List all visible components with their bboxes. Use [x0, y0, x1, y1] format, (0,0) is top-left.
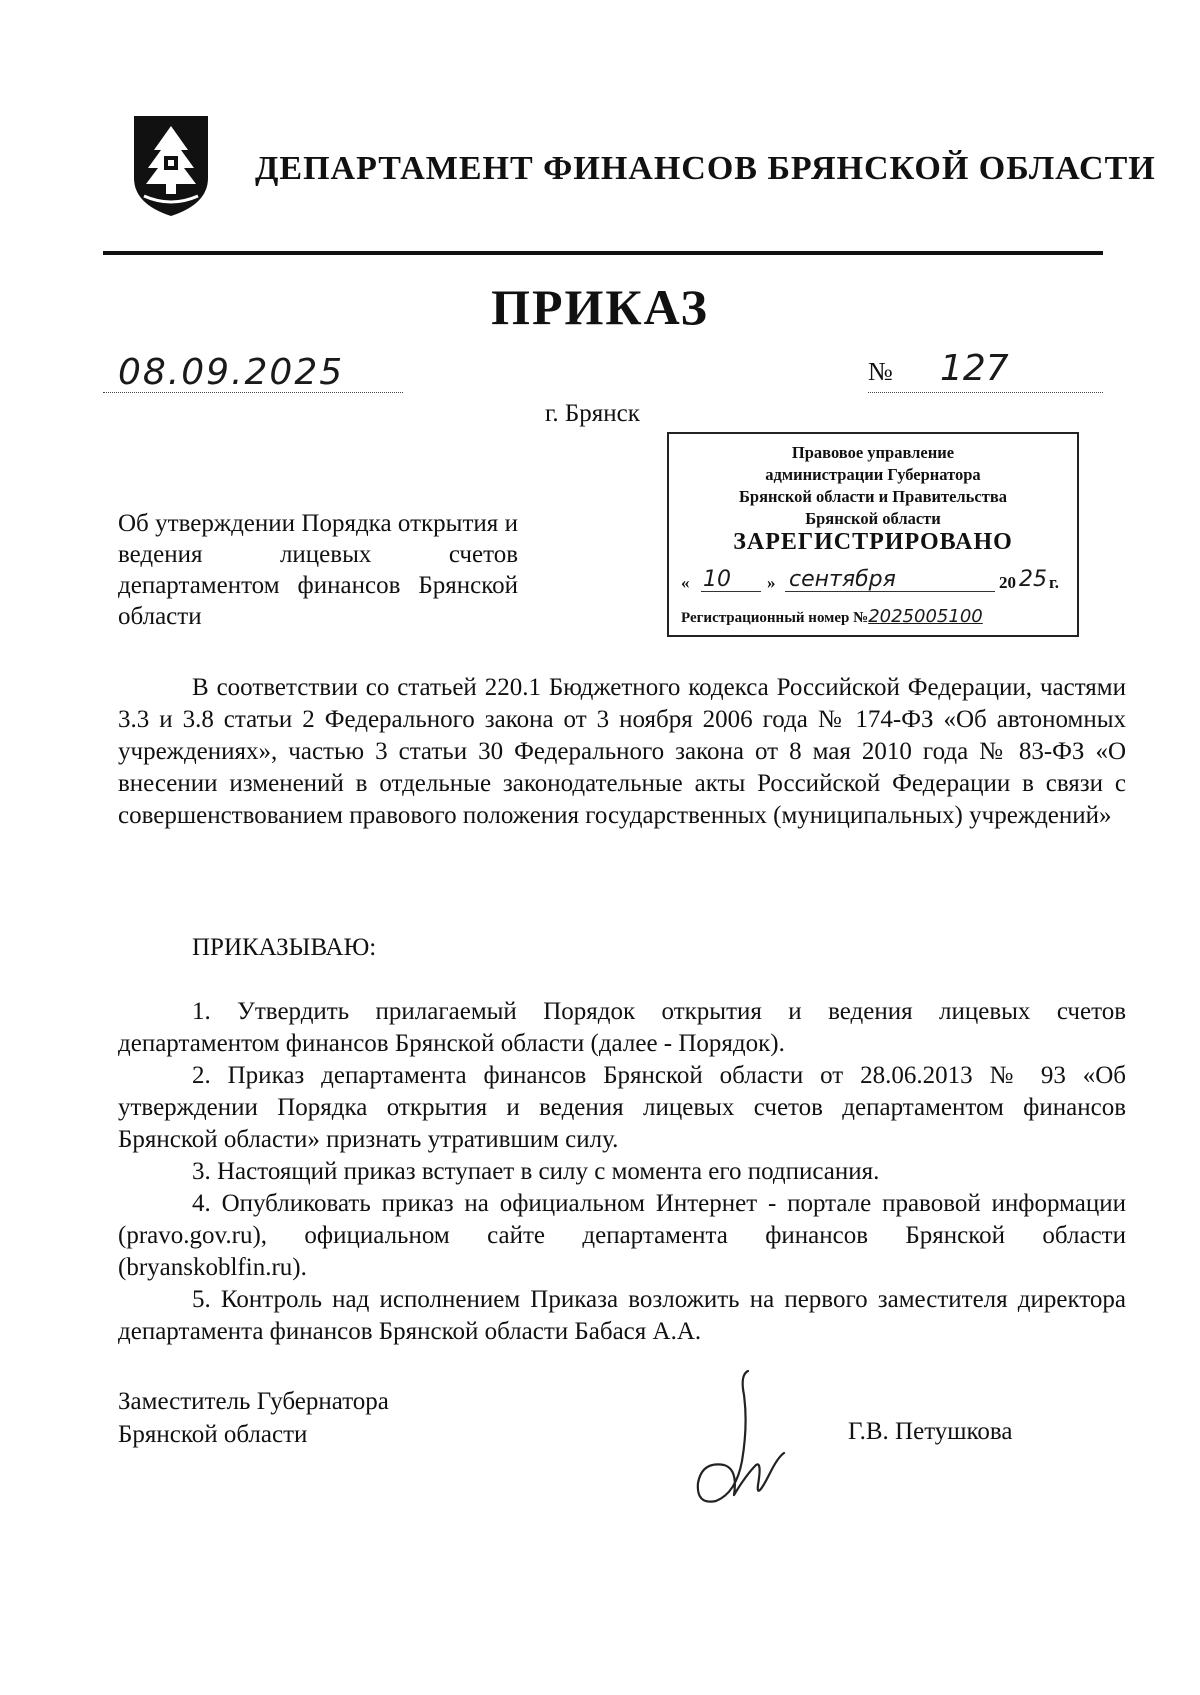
year-unit: г.	[1049, 573, 1060, 592]
month-underline	[785, 591, 995, 592]
day-underline	[701, 591, 761, 592]
quote-open: «	[681, 573, 690, 592]
stamp-line: администрации Губернатора	[765, 465, 981, 484]
regno-value: 2025005100	[868, 606, 983, 627]
stamp-month: сентября	[789, 567, 896, 592]
stamp-issuer	[669, 442, 1077, 530]
preamble: В соответствии со статьей 220.1 Бюджетного кодекса Российской Федерации, частями 3.3 и 3.8 статьи 2 Федерального закона от 3 ноября 2006 года № 174-ФЗ «Об автономных учреждениях», частью 3 статьи 30 Федерального закона от 8 мая 2010 года № 83-ФЗ «О внесении изменений в отдельные законодательные акты Российской Федерации в связи с совершенствованием правового положения государственных (муниципальных) учреждений»	[118, 674, 1126, 829]
regno-label: Регистрационный номер №	[681, 610, 869, 626]
order-item: 5. Контроль над исполнением Приказа возложить на первого заместителя директора департамента финансов Брянской области Бабася А.А.	[118, 1286, 1126, 1345]
year-suffix: 25	[1019, 567, 1047, 592]
order-subject: Об утверждении Порядка открытия и ведения лицевых счетов департаментом финансов Брянской области	[118, 510, 518, 630]
signature-icon	[686, 1365, 796, 1515]
stamp-day: 10	[703, 567, 731, 592]
number-underline	[868, 392, 1103, 393]
quote-close: »	[767, 573, 776, 592]
city: г. Брянск	[545, 400, 640, 427]
date-underline	[103, 392, 403, 393]
order-item: 4. Опубликовать приказ на официальном Интернет - портале правовой информации (pravo.gov.ru), официальном сайте департамента финансов Брянской области (bryanskoblfin.ru).	[118, 1190, 1126, 1281]
order-item: 3. Настоящий приказ вступает в силу с момента его подписания.	[192, 1158, 880, 1185]
order-items	[118, 996, 1126, 1348]
order-date: 08.09.2025	[118, 352, 345, 393]
number-label: №	[868, 357, 893, 386]
stamp-date	[681, 567, 1071, 601]
order-item: 2. Приказ департамента финансов Брянской области от 28.06.2013 № 93 «Об утверждении Порядка открытия и ведения лицевых счетов департаментом финансов Брянской области» признать утратившим силу.	[118, 1062, 1126, 1153]
signatory-name: Г.В. Петушкова	[848, 1418, 1013, 1445]
doc-title: ПРИКАЗ	[491, 279, 709, 335]
header-rule	[103, 251, 1103, 255]
order-item: 1. Утвердить прилагаемый Порядок открытия и ведения лицевых счетов департаментом финансов Брянской области (далее - Порядок).	[118, 998, 1126, 1057]
coat-of-arms-icon	[128, 112, 214, 220]
signatory-position	[118, 1385, 389, 1451]
year-prefix: 20	[999, 573, 1016, 592]
stamp-registered: ЗАРЕГИСТРИРОВАНО	[733, 529, 1013, 555]
decree-word: ПРИКАЗЫВАЮ:	[192, 934, 377, 961]
position-line: Заместитель Губернатора	[118, 1388, 389, 1415]
stamp-regno-row	[681, 606, 1071, 627]
order-number: 127	[940, 348, 1009, 389]
stamp-line: Брянской области и Правительства	[739, 487, 1007, 506]
department-name: ДЕПАРТАМЕНТ ФИНАНСОВ БРЯНСКОЙ ОБЛАСТИ	[255, 150, 1156, 187]
stamp-line: Правовое управление	[791, 443, 955, 462]
registration-stamp	[667, 432, 1079, 637]
stamp-line: Брянской области	[805, 509, 941, 528]
position-line: Брянской области	[118, 1421, 308, 1448]
